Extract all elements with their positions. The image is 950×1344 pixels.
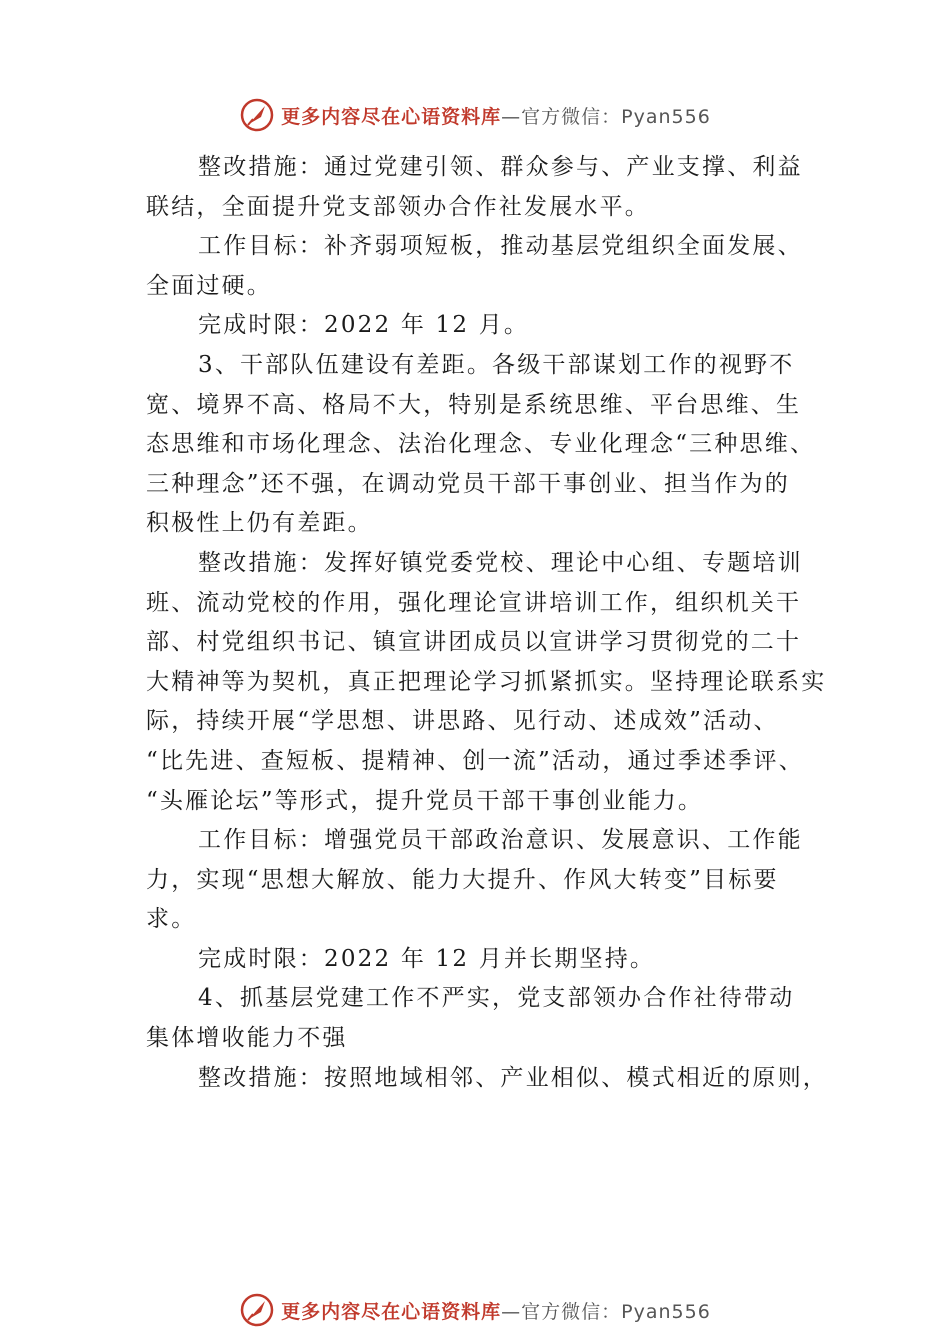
text-line: 宽、境界不高、格局不大，特别是系统思维、平台思维、生: [146, 391, 802, 418]
footer-banner: [0, 1290, 950, 1330]
text-line: “头雁论坛”等形式，提升党员干部干事创业能力。: [146, 787, 704, 814]
text-line: “比先进、查短板、提精神、创一流”活动，通过季述季评、: [146, 747, 804, 774]
text-line: 完成时限：2022 年 12 月并长期坚持。: [198, 945, 656, 972]
text-line: 工作目标：增强党员干部政治意识、发展意识、工作能: [198, 827, 803, 854]
text-line: 全面过硬。: [146, 272, 272, 299]
text-line: 整改措施：通过党建引领、群众参与、产业支撑、利益: [198, 154, 803, 180]
banner-wechat: —官方微信：Pyan556: [501, 1300, 711, 1323]
text-line: 部、村党组织书记、镇宣讲团成员以宣讲学习贯彻党的二十: [146, 629, 802, 656]
text-line: 班、流动党校的作用，强化理论宣讲培训工作，组织机关干: [146, 589, 802, 616]
text-line: 际，持续开展“学思想、讲思路、见行动、述成效”活动、: [146, 708, 779, 735]
text-line: 集体增收能力不强: [146, 1025, 348, 1052]
banner-wechat: —官方微信：Pyan556: [501, 105, 711, 128]
text-line: 4、抓基层党建工作不严实，党支部领办合作社待带动: [198, 985, 795, 1012]
header-banner: [0, 95, 950, 135]
text-line: 积极性上仍有差距。: [146, 510, 373, 537]
quill-logo-icon: [239, 1292, 275, 1328]
text-line: 整改措施：发挥好镇党委党校、理论中心组、专题培训: [198, 549, 803, 576]
text-line: 整改措施：按照地域相邻、产业相似、模式相近的原则，: [198, 1064, 828, 1091]
text-line: 完成时限：2022 年 12 月。: [198, 312, 530, 339]
text-line: 大精神等为契机，真正把理论学习抓紧抓实。坚持理论联系实: [146, 668, 827, 695]
text-line: 工作目标：补齐弱项短板，推动基层党组织全面发展、: [198, 233, 803, 260]
text-line: 三种理念”还不强，在调动党员干部干事创业、担当作为的: [146, 470, 790, 497]
text-line: 3、干部队伍建设有差距。各级干部谋划工作的视野不: [198, 351, 795, 378]
text-line: 态思维和市场化理念、法治化理念、专业化理念“三种思维、: [146, 431, 816, 458]
text-line: 联结，全面提升党支部领办合作社发展水平。: [146, 193, 650, 220]
banner-title: 更多内容尽在心语资料库: [281, 105, 502, 128]
text-line: 求。: [146, 906, 197, 933]
document-body: [146, 148, 826, 1098]
text-line: 力，实现“思想大解放、能力大提升、作风大转变”目标要: [146, 866, 779, 893]
banner-title: 更多内容尽在心语资料库: [281, 1300, 502, 1323]
quill-logo-icon: [239, 97, 275, 133]
